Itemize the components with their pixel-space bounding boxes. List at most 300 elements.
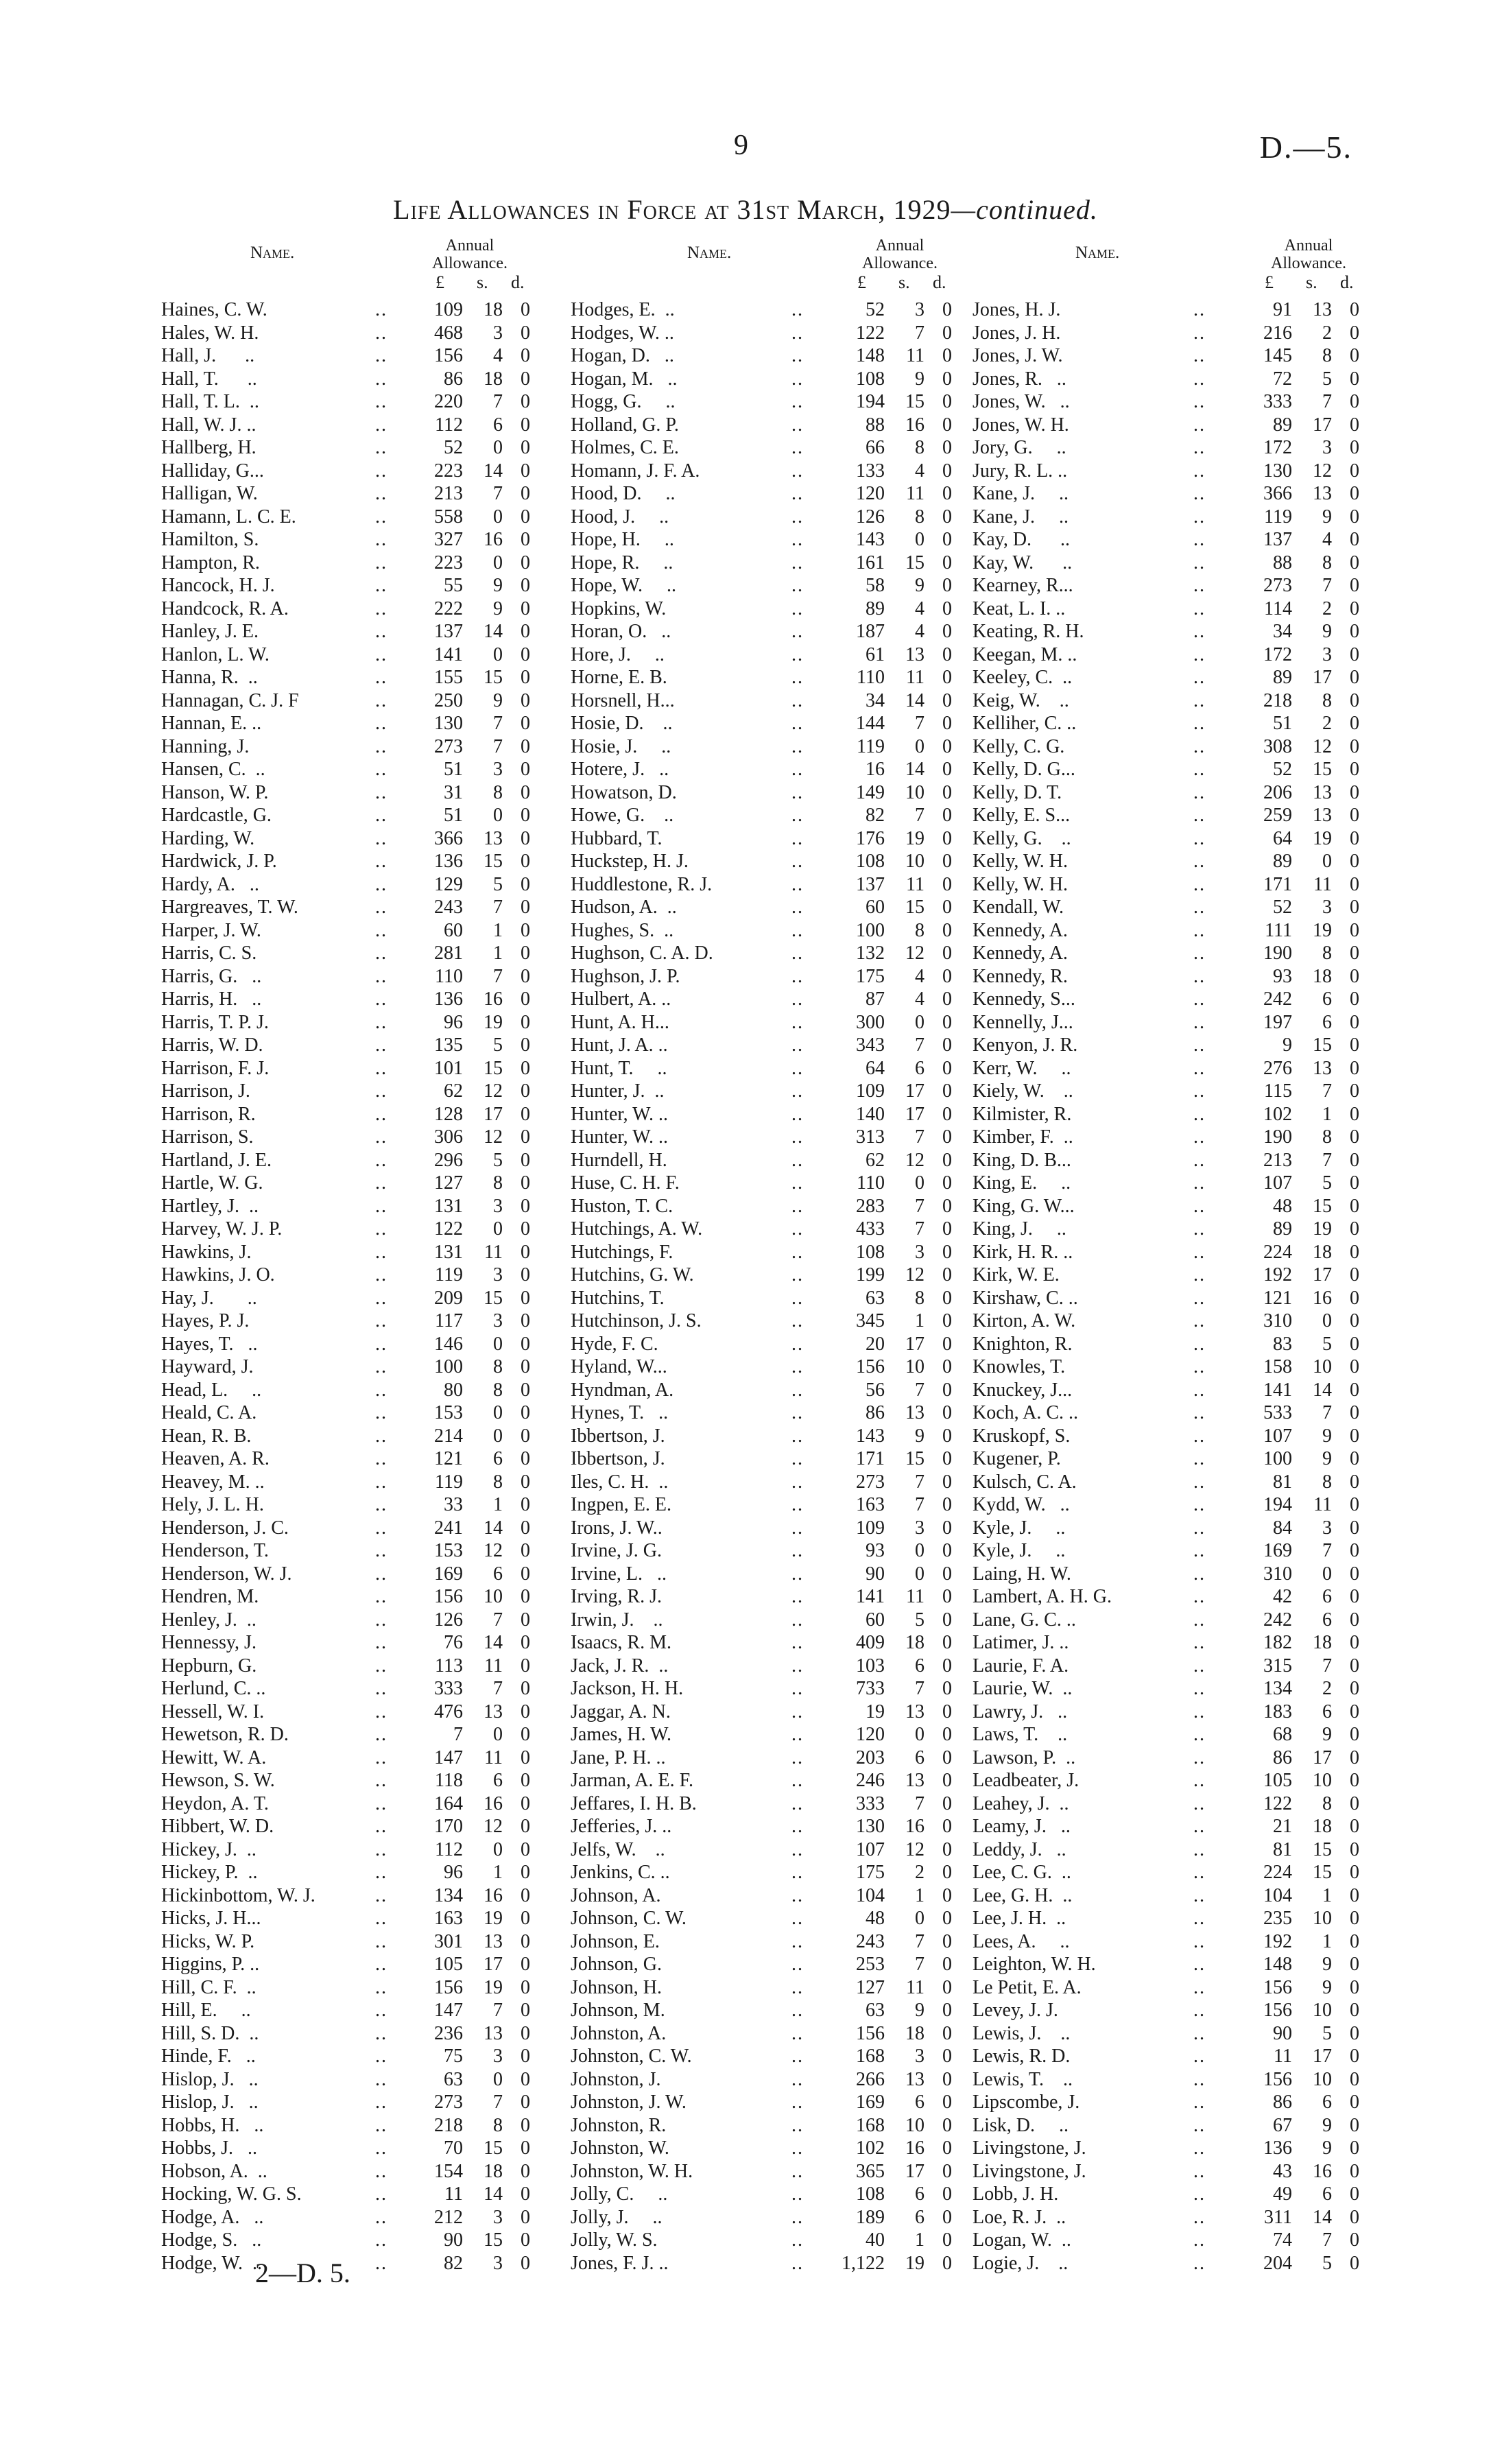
table-row [161,2252,545,2275]
pounds-value: 72 [1273,368,1292,390]
table-row [161,1126,545,1149]
allowance-header [1247,237,1370,272]
pounds-value: 190 [1263,1126,1292,1148]
pence-value: 0 [1350,1402,1359,1423]
shillings-value: 8 [493,2114,503,2136]
shillings-value: 15 [1313,1195,1332,1217]
table-row [973,689,1357,713]
pounds-value: 121 [1263,1287,1292,1309]
pence-value: 0 [942,1218,952,1240]
table-row [571,1884,955,1908]
pounds-value: 105 [434,1954,463,1975]
pence-value: 0 [521,873,530,895]
recipient-name: Hudson, A. .. [571,897,677,918]
table-row [161,712,545,735]
pence-value: 0 [521,2137,530,2159]
table-row [161,528,545,552]
leader-dots: .. [375,827,387,849]
leader-dots: .. [1193,943,1206,964]
leader-dots: .. [375,1540,387,1561]
recipient-name: Hogg, G. .. [571,391,676,412]
leader-dots: .. [1193,851,1206,872]
table-row [973,344,1357,368]
leader-dots: .. [791,575,804,596]
pence-value: 0 [521,2229,530,2251]
pounds-value: 476 [434,1701,463,1722]
table-row [973,850,1357,873]
pounds-value: 63 [444,2068,463,2090]
leader-dots: .. [375,1310,387,1331]
pounds-value: 140 [856,1103,885,1125]
recipient-name: Holmes, C. E. [571,437,679,458]
pounds-value: 89 [1273,667,1292,688]
pounds-value: 51 [1273,713,1292,734]
recipient-name: Jolly, C. .. [571,2183,668,2205]
table-row [571,1701,955,1724]
leader-dots: .. [791,1080,804,1102]
pence-value: 0 [521,1908,530,1929]
leader-dots: .. [791,735,804,757]
shillings-value: 3 [493,1310,503,1331]
shillings-value: 19 [1313,827,1332,849]
recipient-name: Kimber, F. .. [973,1126,1073,1148]
table-row [973,712,1357,735]
leader-dots: .. [375,1034,387,1056]
leader-dots: .. [375,2183,387,2205]
table-row [571,804,955,827]
table-row [161,1539,545,1563]
table-row [571,1953,955,1976]
pence-value: 0 [1350,1149,1359,1171]
name-header: Name. [250,244,295,262]
table-row [973,1838,1357,1862]
table-row [161,758,545,781]
pounds-value: 88 [1273,552,1292,573]
leader-dots: .. [1193,506,1206,528]
table-row [973,919,1357,943]
pence-value: 0 [942,1379,952,1401]
leader-dots: .. [791,1356,804,1377]
recipient-name: Hill, C. F. .. [161,1976,257,1998]
pence-value: 0 [942,1586,952,1607]
shillings-value: 19 [905,827,925,849]
leader-dots: .. [1193,759,1206,780]
table-row [571,2229,955,2252]
shillings-value: 6 [1322,1011,1332,1033]
recipient-name: Hutchinson, J. S. [571,1310,702,1331]
recipient-name: Laws, T. .. [973,1724,1068,1745]
recipient-name: Hendren, M. [161,1586,259,1607]
leader-dots: .. [1193,1724,1206,1745]
table-row [973,2137,1357,2160]
shillings-value: 11 [484,1746,503,1768]
table-row [571,414,955,437]
pence-value: 0 [942,2092,952,2113]
shillings-value: 7 [493,1678,503,1699]
table-row [973,2229,1357,2252]
pounds-value: 75 [444,2046,463,2067]
leader-dots: .. [791,2137,804,2159]
recipient-name: Kelly, D. G... [973,759,1075,780]
recipient-name: Hallberg, H. [161,437,257,458]
shillings-value: 11 [906,345,925,366]
shillings-value: 14 [484,2183,503,2205]
pence-value: 0 [942,2000,952,2021]
leader-dots: .. [375,414,387,436]
pence-value: 0 [521,506,530,528]
pounds-value: 148 [856,345,885,366]
leader-dots: .. [791,460,804,482]
recipient-name: Logan, W. .. [973,2229,1071,2251]
shillings-value: 15 [905,552,925,573]
table-row [161,506,545,529]
shillings-value: 17 [1313,414,1332,436]
leader-dots: .. [375,1218,387,1240]
table-row [161,1976,545,2000]
allowance-header-line1: Annual [875,237,925,254]
shillings-value: 19 [484,1011,503,1033]
table-row [973,2114,1357,2137]
pence-value: 0 [521,2022,530,2044]
shillings-value: 5 [493,873,503,895]
leader-dots: .. [791,2252,804,2274]
pence-value: 0 [521,1310,530,1331]
pounds-value: 189 [856,2206,885,2228]
recipient-name: Hicks, J. H... [161,1908,261,1929]
shillings-value: 15 [484,2137,503,2159]
allowance-column-2 [571,237,955,2275]
pounds-unit-label: £ [857,272,866,292]
table-row [571,1126,955,1149]
recipient-name: Horsnell, H... [571,689,675,711]
recipient-name: Hutchins, T. [571,1287,665,1309]
table-row [973,1655,1357,1678]
pounds-value: 42 [1273,1586,1292,1607]
table-row [161,1057,545,1080]
pence-value: 0 [1350,965,1359,987]
leader-dots: .. [1193,1172,1206,1194]
recipient-name: Hayward, J. [161,1356,254,1377]
pence-value: 0 [521,2046,530,2067]
recipient-name: Horan, O. .. [571,621,671,642]
leader-dots: .. [375,506,387,528]
recipient-name: Ingpen, E. E. [571,1494,671,1515]
table-row [161,1149,545,1172]
shillings-value: 9 [1322,1976,1332,1998]
pence-value: 0 [942,552,952,573]
pounds-value: 66 [866,437,885,458]
recipient-name: Hubbard, T. [571,827,663,849]
shillings-value: 5 [1322,368,1332,390]
recipient-name: Hawkins, J. O. [161,1264,275,1286]
pounds-value: 220 [434,391,463,412]
table-row [973,1287,1357,1310]
shillings-value: 6 [1322,1701,1332,1722]
recipient-name: Hicks, W. P. [161,1930,255,1952]
pence-value: 0 [1350,667,1359,688]
shillings-value: 10 [484,1586,503,1607]
pounds-value: 16 [866,759,885,780]
pence-value: 0 [1350,1011,1359,1033]
pence-value: 0 [942,943,952,964]
shillings-value: 0 [915,735,925,757]
leader-dots: .. [1193,2137,1206,2159]
recipient-name: Knowles, T. [973,1356,1066,1377]
table-row [161,1425,545,1448]
leader-dots: .. [1193,345,1206,366]
pounds-value: 168 [856,2046,885,2067]
shillings-value: 5 [1322,2252,1332,2274]
recipient-name: Kyle, J. .. [973,1540,1066,1561]
shillings-value: 7 [915,1034,925,1056]
pence-value: 0 [521,1563,530,1585]
pounds-value: 56 [866,1379,885,1401]
pence-value: 0 [942,2137,952,2159]
pence-value: 0 [1350,1103,1359,1125]
pounds-value: 175 [856,1862,885,1883]
recipient-name: Kennelly, J... [973,1011,1073,1033]
leader-dots: .. [375,1356,387,1377]
table-row [973,1218,1357,1241]
pence-value: 0 [1350,621,1359,642]
recipient-name: Hotere, J. .. [571,759,669,780]
shillings-value: 9 [493,689,503,711]
shillings-value: 15 [905,391,925,412]
table-row [571,827,955,851]
pounds-value: 137 [856,873,885,895]
shillings-value: 7 [493,897,503,918]
pence-value: 0 [942,1930,952,1952]
pence-value: 0 [521,621,530,642]
table-row [571,1907,955,1930]
shillings-value: 7 [1322,391,1332,412]
table-row [161,1655,545,1678]
shillings-unit-label: s. [477,272,488,292]
table-row [571,942,955,965]
leader-dots: .. [375,552,387,573]
pence-value: 0 [521,943,530,964]
leader-dots: .. [791,1172,804,1194]
table-row [161,482,545,506]
leader-dots: .. [791,1724,804,1745]
pounds-value: 86 [444,368,463,390]
table-row [571,1563,955,1586]
shillings-value: 13 [484,1701,503,1722]
leader-dots: .. [1193,1770,1206,1791]
pounds-value: 105 [1263,1770,1292,1791]
pounds-value: 133 [856,460,885,482]
recipient-name: Hall, J. .. [161,345,255,366]
pounds-value: 236 [434,2022,463,2044]
pounds-value: 156 [856,2022,885,2044]
recipient-name: Hore, J. .. [571,643,665,665]
pounds-value: 158 [1263,1356,1292,1377]
recipient-name: Jenkins, C. .. [571,1862,670,1883]
leader-dots: .. [375,368,387,390]
shillings-value: 7 [493,965,503,987]
pounds-value: 204 [1263,2252,1292,2274]
pence-value: 0 [1350,414,1359,436]
shillings-value: 3 [915,1241,925,1263]
leader-dots: .. [791,1494,804,1515]
leader-dots: .. [1193,1379,1206,1401]
recipient-name: Hartland, J. E. [161,1149,272,1171]
pounds-value: 223 [434,552,463,573]
pounds-value: 366 [1263,483,1292,504]
leader-dots: .. [791,1838,804,1860]
recipient-name: Johnston, A. [571,2022,667,2044]
pence-value: 0 [942,506,952,528]
pounds-value: 60 [866,1609,885,1631]
pounds-value: 276 [1263,1057,1292,1079]
table-row [161,1379,545,1402]
leader-dots: .. [375,2114,387,2136]
pence-value: 0 [942,1195,952,1217]
leader-dots: .. [791,805,804,826]
table-row [161,1769,545,1792]
pounds-value: 89 [1273,1218,1292,1240]
leader-dots: .. [1193,299,1206,320]
pounds-value: 156 [856,1356,885,1377]
pence-value: 0 [1350,1586,1359,1607]
pence-value: 0 [521,1792,530,1814]
pence-value: 0 [942,2206,952,2228]
shillings-value: 3 [915,2046,925,2067]
table-row [161,2206,545,2229]
pounds-value: 48 [1273,1195,1292,1217]
pence-value: 0 [942,735,952,757]
shillings-value: 3 [915,1517,925,1539]
leader-dots: .. [375,1609,387,1631]
pounds-value: 122 [856,322,885,344]
pence-value: 0 [1350,1862,1359,1883]
shillings-value: 19 [484,1976,503,1998]
pence-value: 0 [1350,2183,1359,2205]
pounds-value: 145 [1263,345,1292,366]
leader-dots: .. [791,1701,804,1722]
pounds-value: 137 [434,621,463,642]
leader-dots: .. [1193,1471,1206,1493]
pounds-value: 203 [856,1746,885,1768]
leader-dots: .. [375,1471,387,1493]
table-row [973,827,1357,851]
table-row [973,322,1357,345]
pounds-value: 313 [856,1126,885,1148]
leader-dots: .. [791,1976,804,1998]
table-row [973,1080,1357,1103]
recipient-name: Hanlon, L. W. [161,643,270,665]
pounds-value: 343 [856,1034,885,1056]
recipient-name: Jefferies, J. .. [571,1816,672,1837]
pounds-value: 223 [434,460,463,482]
table-row [571,2091,955,2114]
recipient-name: Johnson, A. [571,1884,661,1906]
pounds-value: 146 [434,1333,463,1355]
pence-value: 0 [1350,1080,1359,1102]
pounds-value: 64 [866,1057,885,1079]
shillings-value: 1 [493,943,503,964]
leader-dots: .. [791,437,804,458]
leader-dots: .. [375,2137,387,2159]
pence-value: 0 [521,851,530,872]
table-row [161,988,545,1011]
recipient-name: Harper, J. W. [161,919,261,941]
shillings-value: 16 [905,2137,925,2159]
shillings-value: 8 [915,506,925,528]
leader-dots: .. [1193,2068,1206,2090]
pounds-value: 107 [1263,1425,1292,1447]
recipient-name: Hill, S. D. .. [161,2022,259,2044]
shillings-value: 7 [915,1954,925,1975]
leader-dots: .. [375,299,387,320]
pounds-value: 119 [857,735,885,757]
recipient-name: Kane, J. .. [973,506,1069,528]
pence-value: 0 [521,1701,530,1722]
pounds-value: 127 [434,1172,463,1194]
pence-value: 0 [942,897,952,918]
shillings-value: 3 [493,1195,503,1217]
shillings-value: 4 [915,460,925,482]
recipient-name: Hogan, M. .. [571,368,678,390]
pounds-value: 176 [856,827,885,849]
leader-dots: .. [375,805,387,826]
leader-dots: .. [791,1792,804,1814]
pence-value: 0 [1350,735,1359,757]
recipient-name: Hunt, A. H... [571,1011,669,1033]
shillings-value: 8 [915,919,925,941]
pounds-value: 81 [1273,1838,1292,1860]
pence-value: 0 [1350,345,1359,366]
leader-dots: .. [791,827,804,849]
shillings-value: 1 [493,919,503,941]
table-row [571,506,955,529]
pounds-value: 199 [856,1264,885,1286]
recipient-name: Hughson, C. A. D. [571,943,713,964]
table-row [571,1677,955,1701]
shillings-value: 10 [905,1356,925,1377]
leader-dots: .. [791,483,804,504]
shillings-value: 8 [1322,1471,1332,1493]
leader-dots: .. [791,1333,804,1355]
leader-dots: .. [375,2160,387,2182]
pounds-value: 147 [434,2000,463,2021]
leader-dots: .. [375,1908,387,1929]
pounds-value: 119 [435,1471,463,1493]
table-row [571,1195,955,1218]
table-row [161,1930,545,1954]
footer-code: 2—D. 5. [255,2258,350,2288]
pence-value: 0 [521,1930,530,1952]
shillings-value: 13 [1313,1057,1332,1079]
table-row [161,1701,545,1724]
shillings-value: 8 [493,1172,503,1194]
pence-value: 0 [521,345,530,366]
table-row [973,1264,1357,1287]
leader-dots: .. [375,1425,387,1447]
recipient-name: Kennedy, A. [973,919,1068,941]
shillings-value: 4 [915,965,925,987]
pence-value: 0 [942,1126,952,1148]
pence-value: 0 [942,851,952,872]
recipient-name: Laurie, W. .. [973,1678,1073,1699]
table-row [161,1815,545,1838]
recipient-name: Henderson, T. [161,1540,269,1561]
shillings-value: 0 [493,805,503,826]
leader-dots: .. [1193,1356,1206,1377]
table-row [161,1218,545,1241]
leader-dots: .. [1193,2092,1206,2113]
leader-dots: .. [1193,643,1206,665]
